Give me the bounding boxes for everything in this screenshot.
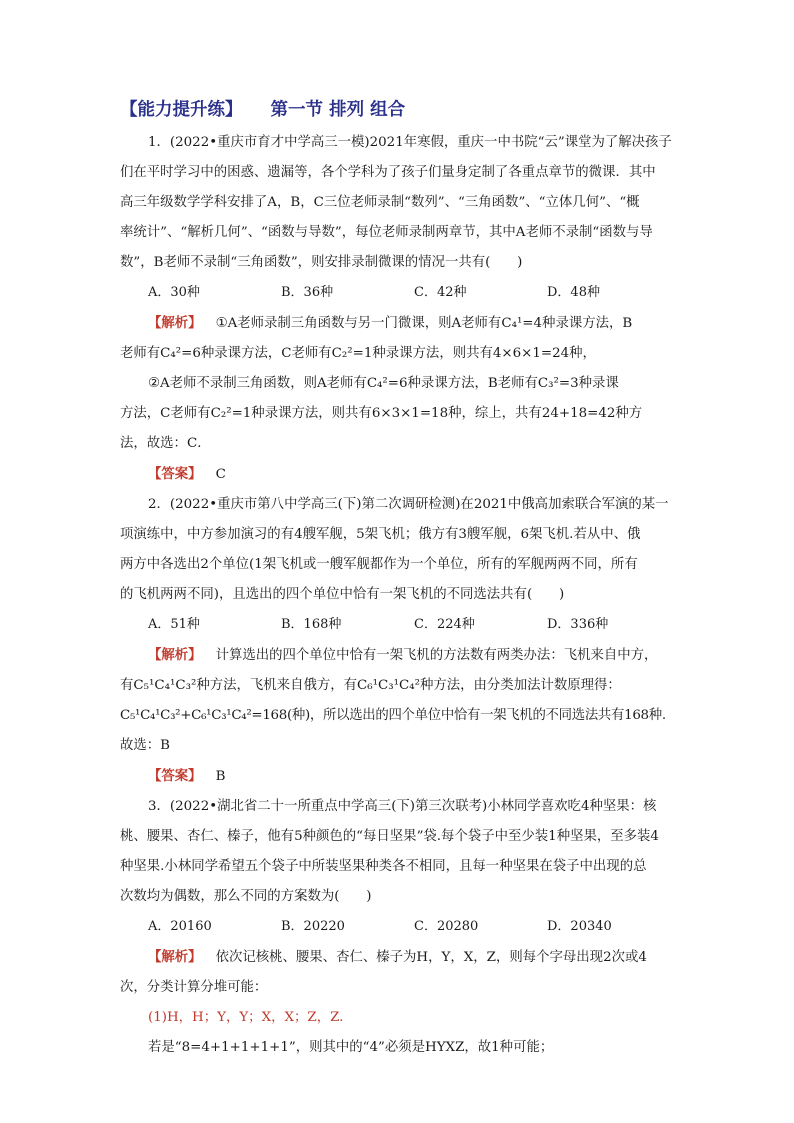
q2-stem-line: 两方中各选出2个单位(1架飞机或一艘军舰都作为一个单位，所有的军舰两两不同，所有	[120, 557, 638, 572]
q2-stem-line: 项演练中，中方参加演习的有4艘军舰，5架飞机；俄方有3艘军舰，6架飞机.若从中、俄	[120, 527, 641, 542]
q1-stem-line: 1．(2022•重庆市育才中学高三一模)2021年寒假，重庆一中书院“云”课堂为了解决孩子	[148, 135, 672, 150]
q1-choice-b: B．36种	[281, 285, 334, 300]
q3-choice-c: C．20280	[414, 919, 479, 934]
q3-stem-line: 桃、腰果、杏仁、榛子，他有5种颜色的“每日坚果”袋.每个袋子中至少装1种坚果，至多装4	[120, 829, 659, 844]
page	[120, 96, 680, 1063]
question-1	[120, 128, 680, 490]
q1-choice-d: D．48种	[547, 285, 600, 300]
q2-choice-c: C．224种	[414, 617, 475, 632]
q3-analysis-line	[120, 942, 680, 973]
q3-case-1-note: 若是“8=4+1+1+1+1”，则其中的“4”必须是HYXZ，故1种可能；	[148, 1040, 554, 1055]
q2-answer-tag: 【答案】	[148, 768, 202, 784]
q1-stem-line: 高三年级数学学科安排了A，B，C三位老师录制“数列”、“三角函数”、“立体几何”、“概	[120, 195, 640, 210]
q2-stem-line: 2．(2022•重庆市第八中学高三(下)第二次调研检测)在2021中俄高加索联合军演的某一	[148, 497, 669, 512]
heading-title: 【能力提升练】	[120, 100, 243, 120]
q3-case-1: (1)H，H；Y，Y；X，X；Z，Z.	[148, 1010, 344, 1025]
q3-stem-line: 次数均为偶数，那么不同的方案数为( )	[120, 889, 372, 904]
heading-section: 第一节 排列 组合	[270, 100, 406, 120]
q2-analysis-tag: 【解析】	[148, 647, 202, 663]
q3-analysis-text: 依次记核桃、腰果、杏仁、榛子为H，Y，X，Z，则每个字母出现2次或4	[215, 950, 647, 965]
q2-choice-a: A．51种	[148, 617, 200, 632]
q3-analysis-tag: 【解析】	[148, 949, 202, 965]
q1-answer: C	[215, 467, 226, 482]
q2-choice-b: B．168种	[281, 617, 342, 632]
q2-answer: B	[215, 769, 226, 784]
q1-stem-line: 率统计”、“解析几何”、“函数与导数”，每位老师录制两章节，其中A老师不录制“函数与导	[120, 225, 653, 240]
q1-choices	[120, 278, 680, 308]
q1-choice-c: C．42种	[414, 285, 467, 300]
q3-analysis-line: 次，分类计算分堆可能：	[120, 980, 268, 995]
q2-choices	[120, 610, 680, 640]
q2-analysis-text: 计算选出的四个单位中恰有一架飞机的方法数有两类办法：飞机来自中方，	[215, 648, 658, 663]
q1-answer-tag: 【答案】	[148, 466, 202, 482]
q2-analysis-line	[120, 640, 680, 671]
question-3	[120, 792, 680, 1063]
q2-answer-line	[120, 761, 680, 792]
q1-stem-line: 们在平时学习中的困惑、遗漏等，各个学科为了孩子们量身定制了各重点章节的微课．其中	[120, 165, 656, 180]
q1-analysis-line: 方法，C老师有C₂²=1种录课方法，则共有6×3×1=18种，综上，共有24+18=42种方	[120, 406, 643, 421]
q1-analysis-text: ①A老师录制三角函数与另一门微课，则A老师有C₄¹=4种录课方法，B	[215, 316, 633, 331]
q1-analysis-line: ②A老师不录制三角函数，则A老师有C₄²=6种录课方法，B老师有C₃²=3种录课	[148, 376, 619, 391]
q1-choice-a: A．30种	[148, 285, 200, 300]
q1-analysis-line	[120, 308, 680, 339]
q3-choice-d: D．20340	[547, 919, 612, 934]
q2-analysis-line: C₅¹C₄¹C₃²+C₆¹C₃¹C₄²=168(种)，所以选出的四个单位中恰有一架飞机的不同选法共有168种.	[120, 708, 666, 723]
q2-analysis-line: 有C₅¹C₄¹C₃²种方法，飞机来自俄方，有C₆¹C₃¹C₄²种方法，由分类加法计数原理得：	[120, 678, 621, 693]
q1-analysis-line: 老师有C₄²=6种录课方法，C老师有C₂²=1种录课方法，则共有4×6×1=24种，	[120, 346, 596, 361]
q3-stem-line: 种坚果.小林同学希望五个袋子中所装坚果种类各不相同，且每一种坚果在袋子中出现的总	[120, 859, 647, 874]
q1-analysis-line: 法，故选：C．	[120, 436, 211, 451]
q2-stem-line: 的飞机两两不同)，且选出的四个单位中恰有一架飞机的不同选法共有( )	[120, 587, 565, 602]
q1-analysis-tag: 【解析】	[148, 315, 202, 331]
q3-stem-line: 3．(2022•湖北省二十一所重点中学高三(下)第三次联考)小林同学喜欢吃4种坚果：核	[148, 799, 657, 814]
q2-analysis-line: 故选：B	[120, 738, 171, 753]
q3-choice-a: A．20160	[148, 919, 212, 934]
q1-stem-line: 数”，B老师不录制“三角函数”，则安排录制微课的情况一共有( )	[120, 255, 523, 270]
page-heading	[120, 96, 680, 128]
q1-answer-line	[120, 459, 680, 490]
q3-choice-b: B．20220	[281, 919, 345, 934]
q2-choice-d: D．336种	[547, 617, 609, 632]
q3-choices	[120, 912, 680, 942]
question-2	[120, 490, 680, 792]
